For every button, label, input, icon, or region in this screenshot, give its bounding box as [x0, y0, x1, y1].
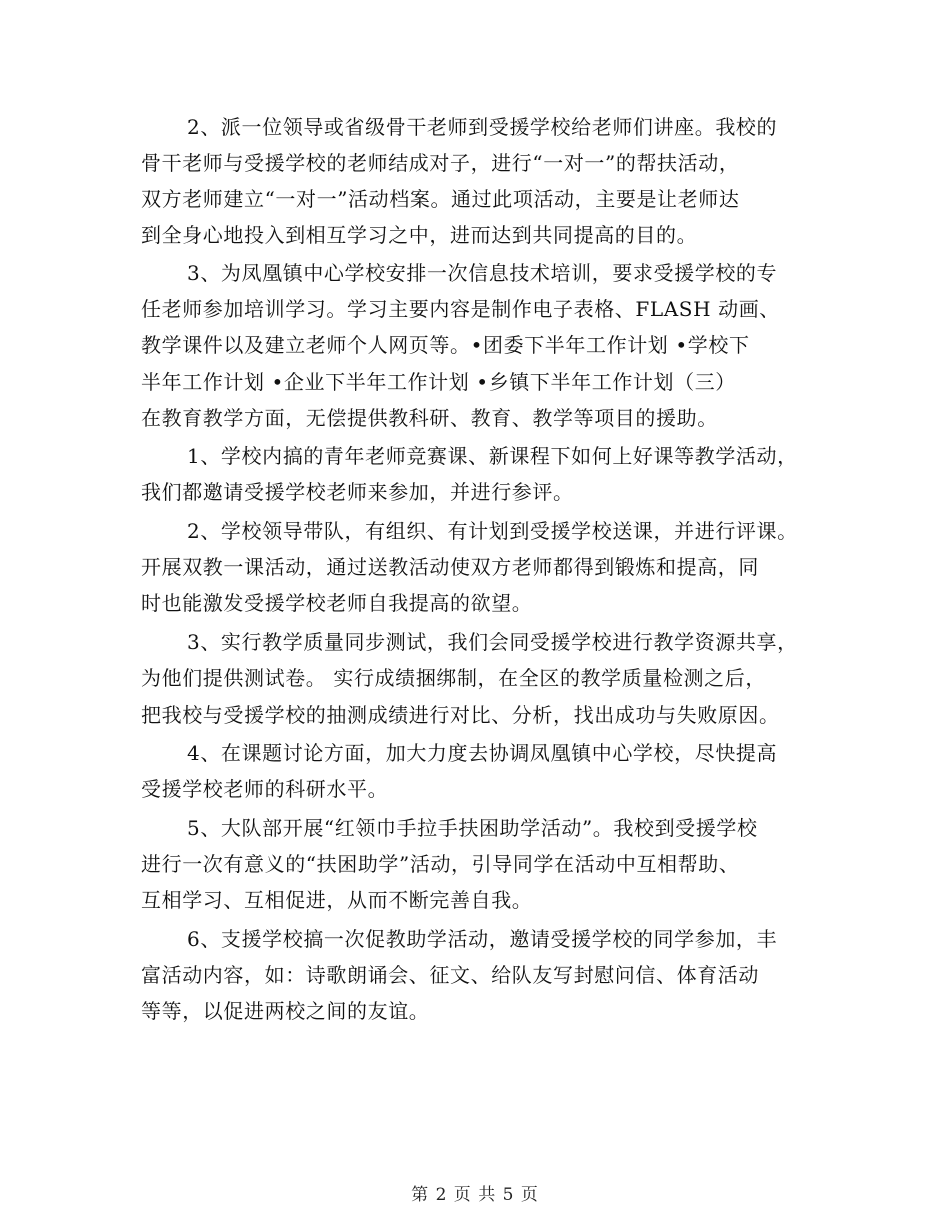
paragraph-line: 到全身心地投入到相互学习之中，进而达到共同提高的目的。 — [141, 223, 698, 247]
paragraph-line: 教学课件以及建立老师个人网页等。•团委下半年工作计划 •学校下 — [141, 333, 750, 357]
paragraph-line: 3、为凤凰镇中心学校安排一次信息技术培训，要求受援学校的专 — [187, 261, 778, 285]
paragraph-line: 2、派一位领导或省级骨干老师到受援学校给老师们讲座。我校的 — [187, 115, 778, 139]
paragraph-line: 半年工作计划 •企业下半年工作计划 •乡镇下半年工作计划（三） — [141, 370, 736, 394]
page-number-footer: 第 2 页 共 5 页 — [411, 1185, 539, 1205]
paragraph-line: 3、实行教学质量同步测试，我们会同受援学校进行教学资源共享， — [187, 630, 798, 654]
paragraph-line: 在教育教学方面，无偿提供教科研、教育、教学等项目的援助。 — [141, 406, 718, 430]
paragraph-line: 4、在课题讨论方面，加大力度去协调凤凰镇中心学校，尽快提高 — [187, 741, 778, 765]
paragraph-line: 等等，以促进两校之间的友谊。 — [141, 999, 430, 1023]
paragraph-line: 双方老师建立“一对一”活动档案。通过此项活动，主要是让老师达 — [141, 187, 740, 211]
paragraph-line: 5、大队部开展“红领巾手拉手扶困助学活动”。我校到受援学校 — [187, 816, 758, 840]
paragraph-line: 时也能激发受援学校老师自我提高的欲望。 — [141, 591, 533, 615]
paragraph-line: 为他们提供测试卷。 实行成绩捆绑制，在全区的教学质量检测之后， — [141, 666, 766, 690]
paragraph-line: 2、学校领导带队，有组织、有计划到受援学校送课，并进行评课。 — [187, 519, 798, 543]
paragraph-line: 受援学校老师的科研水平。 — [141, 777, 389, 801]
paragraph-line: 6、支援学校搞一次促教助学活动，邀请受援学校的同学参加，丰 — [187, 927, 778, 951]
paragraph-line: 骨干老师与受援学校的老师结成对子，进行“一对一”的帮扶活动， — [141, 151, 740, 175]
paragraph-line: 任老师参加培训学习。学习主要内容是制作电子表格、FLASH 动画、 — [141, 297, 780, 321]
paragraph-line: 互相学习、互相促进，从而不断完善自我。 — [141, 888, 533, 912]
paragraph-line: 富活动内容，如：诗歌朗诵会、征文、给队友写封慰问信、体育活动 — [141, 963, 759, 987]
paragraph-line: 我们都邀请受援学校老师来参加，并进行参评。 — [141, 480, 574, 504]
paragraph-line: 把我校与受援学校的抽测成绩进行对比、分析，找出成功与失败原因。 — [141, 703, 780, 727]
paragraph-line: 开展双教一课活动，通过送教活动使双方老师都得到锻炼和提高，同 — [141, 555, 759, 579]
paragraph-line: 进行一次有意义的“扶困助学”活动，引导同学在活动中互相帮助、 — [141, 852, 740, 876]
paragraph-line: 1、学校内搞的青年老师竞赛课、新课程下如何上好课等教学活动， — [187, 444, 798, 468]
